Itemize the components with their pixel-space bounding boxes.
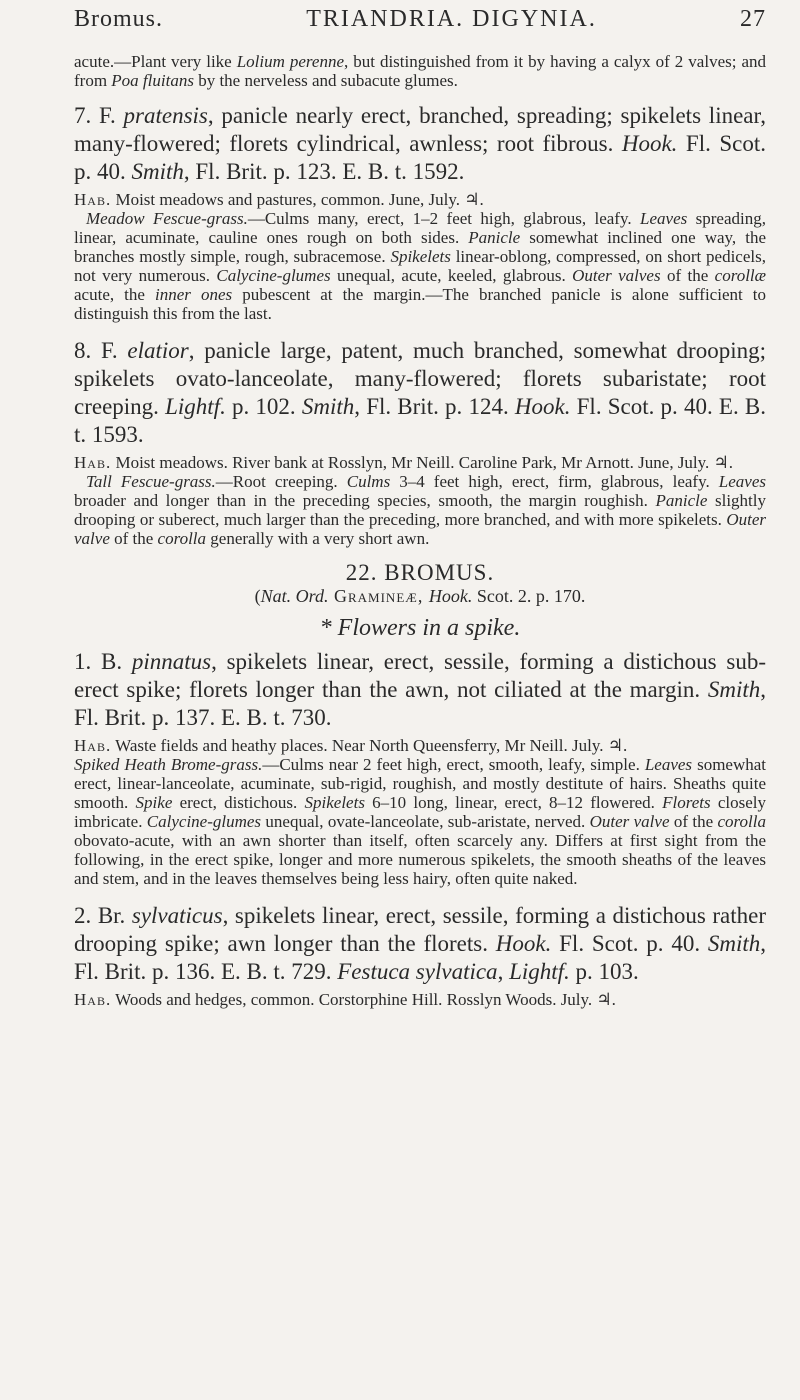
species-entry-bromus-sylvaticus: 2. Br. sylvaticus, spikelets linear, erect, sessile, forming a distichous rather drooping spike; awn longer than the florets. Hook. Fl. Scot. p. 40. Smith, Fl. Brit. p. 136. E. B. t. 729. Festuca sylvatica, Lightf. p. 103. [74, 903, 766, 984]
running-head [74, 6, 766, 42]
continued-paragraph: acute.—Plant very like Lolium perenne, but distinguished from it by having a calyx of 2 valves; and from Poa fluitans by the nerveless and subacute glumes. [74, 52, 766, 90]
genus-heading: 22. BROMUS. [345, 560, 495, 585]
habitat-festuca-pratensis: Hab. Moist meadows and pastures, common. June, July. ♃. [74, 190, 484, 209]
species-entry-festuca-pratensis: 7. F. pratensis, panicle nearly erect, branched, spreading; spikelets linear, many-flowered; florets cylindrical, awnless; root fibrous. Hook. Fl. Scot. p. 40. Smith, Fl. Brit. p. 123. E. B. t. 1592. [74, 103, 766, 184]
running-head-class-order: TRIANDRIA. DIGYNIA. [306, 6, 597, 32]
natural-order-line: (Nat. Ord. Gramineæ, Hook. Scot. 2. p. 170. [254, 586, 586, 606]
description-festuca-pratensis: Meadow Fescue-grass.—Culms many, erect, 1–2 feet high, glabrous, leafy. Leaves spreading, linear, acuminate, cauline ones rough on both sides. Panicle somewhat inclined one way, the branches mostly simple, rough, subracemose. Spikelets linear-oblong, compressed, on short pedicels, not very numerous. Calycine-glumes unequal, acute, keeled, glabrous. Outer valves of the corollæ acute, the inner ones pubescent at the margin.—The branched panicle is alone sufficient to distinguish this from the last. [74, 209, 766, 323]
description-festuca-elatior: Tall Fescue-grass.—Root creeping. Culms 3–4 feet high, erect, firm, glabrous, leafy. Leaves broader and longer than in the preceding species, smooth, the margin roughish. Panicle slightly drooping or suberect, much larger than the preceding, more branched, and with more spikelets. Outer valve of the corolla generally with a very short awn. [74, 472, 767, 548]
habitat-bromus-sylvaticus: Hab. Woods and hedges, common. Corstorphine Hill. Rosslyn Woods. July. ♃. [74, 990, 616, 1009]
species-entry-festuca-elatior: 8. F. elatior, panicle large, patent, much branched, somewhat drooping; spikelets ovato-lanceolate, many-flowered; florets subaristate; root creeping. Lightf. p. 102. Smith, Fl. Brit. p. 124. Hook. Fl. Scot. p. 40. E. B. t. 1593. [74, 338, 766, 447]
habitat-festuca-elatior: Hab. Moist meadows. River bank at Rosslyn, Mr Neill. Caroline Park, Mr Arnott. June, July. ♃. [74, 453, 734, 472]
running-head-genus: Bromus. [74, 6, 164, 32]
section-heading: * Flowers in a spike. [319, 615, 521, 641]
description-bromus-pinnatus: Spiked Heath Brome-grass.—Culms near 2 feet high, erect, smooth, leafy, simple. Leaves somewhat erect, linear-lanceolate, acuminate, sub-rigid, roughish, and mostly destitute of hairs. Sheaths quite smooth. Spike erect, distichous. Spikelets 6–10 long, linear, erect, 8–12 flowered. Florets closely imbricate. Calycine-glumes unequal, ovate-lanceolate, sub-aristate, nerved. Outer valve of the corolla obovato-acute, with an awn shorter than itself, often scarcely any. Differs at first sight from the following, in the erect spike, longer and more numerous spikelets, the smooth sheaths of the leaves and stem, and in the leaves themselves being less hairy, often quite naked. [74, 755, 767, 888]
page-number: 27 [740, 6, 766, 32]
species-entry-bromus-pinnatus: 1. B. pinnatus, spikelets linear, erect, sessile, forming a distichous sub-erect spike; florets longer than the awn, not ciliated at the margin. Smith, Fl. Brit. p. 137. E. B. t. 730. [74, 649, 766, 730]
page-body [74, 52, 766, 1009]
habitat-bromus-pinnatus: Hab. Waste fields and heathy places. Near North Queensferry, Mr Neill. July. ♃. [74, 736, 628, 755]
